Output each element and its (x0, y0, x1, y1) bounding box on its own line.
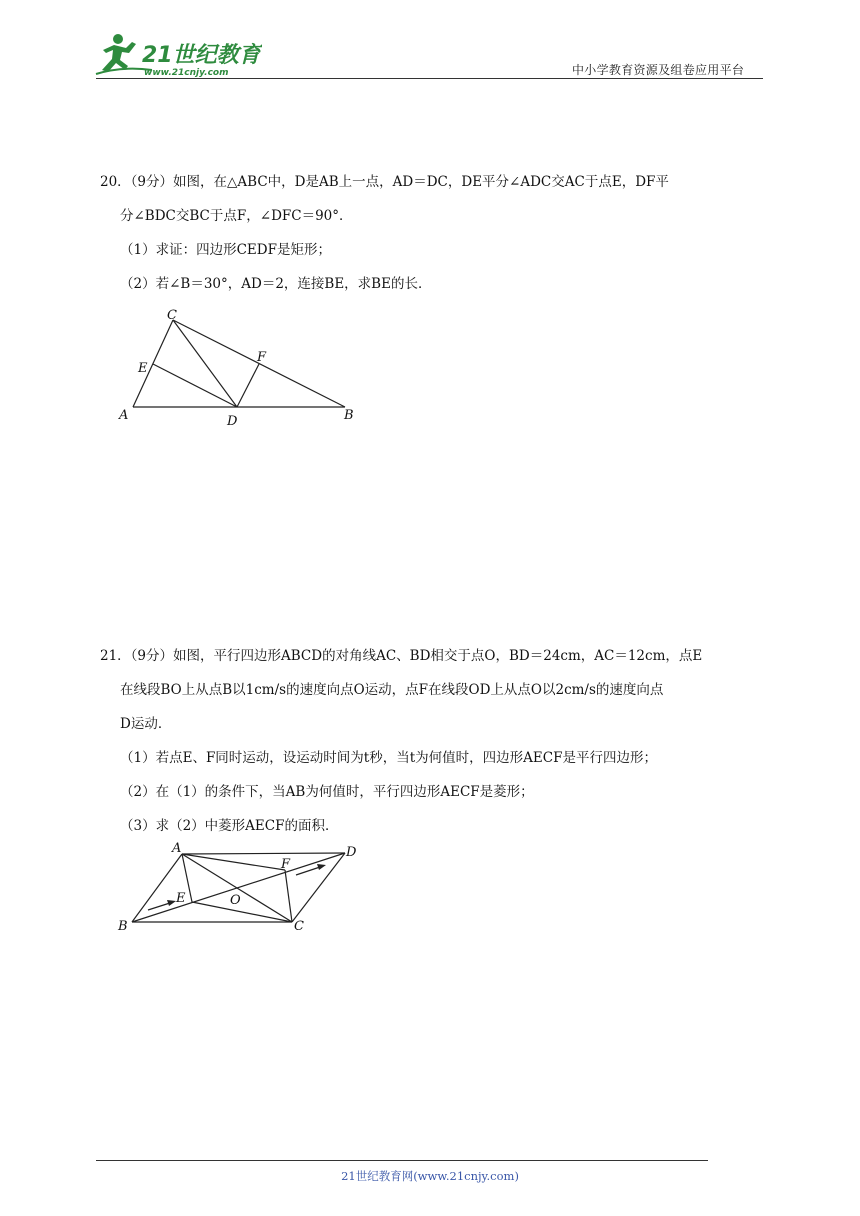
header-site-name: 中小学教育资源及组卷应用平台 (572, 63, 745, 77)
q20-part1: （1）求证：四边形CEDF是矩形； (120, 242, 331, 258)
logo-text: 21世纪教育 (142, 43, 261, 68)
q20-label-b: B (344, 408, 354, 423)
q21-arrowhead-f (317, 864, 326, 870)
q21-segment-ba (132, 854, 182, 922)
q21-line3: D运动． (120, 716, 172, 732)
q21-label-o: O (230, 893, 241, 908)
q21-label-b: B (118, 919, 128, 934)
q21-line2: 在线段BO上从点B以1cm/s的速度向点O运动，点F在线段OD上从点O以2cm/s的速度向点 (120, 682, 664, 698)
q20-label-e: E (138, 361, 148, 376)
q21-label-d: D (346, 845, 357, 860)
header-divider (96, 78, 763, 79)
q20-segment-cd (173, 320, 237, 407)
q21-segment-dc (292, 853, 345, 922)
footer-link[interactable]: 21世纪教育网(www.21cnjy.com) (341, 1169, 519, 1183)
q20-figure (110, 302, 370, 432)
q21-segment-ad (182, 853, 345, 854)
q21-segment-fc (285, 870, 292, 922)
q20-label-a: A (119, 408, 129, 423)
q21-arrowhead-e (167, 900, 176, 906)
q20-segment-df (237, 364, 259, 407)
q20-label-c: C (167, 308, 177, 323)
q21-label-a: A (172, 841, 182, 856)
q21-part1: （1）若点E、F同时运动，设运动时间为t秒，当t为何值时，四边形AECF是平行四边形； (120, 750, 657, 766)
q21-label-c: C (294, 919, 304, 934)
q21-segment-ec (192, 902, 292, 922)
q20-label-f: F (257, 350, 267, 365)
footer-divider (96, 1160, 708, 1161)
q21-figure (110, 838, 370, 938)
q20-line2: 分∠BDC交BC于点F，∠DFC＝90°． (120, 208, 353, 224)
q21-label-f: F (281, 857, 291, 872)
q20-line1: 20．（9分）如图，在△ABC中，D是AB上一点，AD＝DC，DE平分∠ADC交AC于点E，DF平 (100, 174, 669, 190)
logo-url: www.21cnjy.com (144, 68, 229, 78)
q20-part2: （2）若∠B＝30°，AD＝2，连接BE，求BE的长． (120, 276, 432, 292)
q21-line1: 21．（9分）如图，平行四边形ABCD的对角线AC、BD相交于点O，BD＝24cm，AC＝12cm，点E (100, 648, 703, 664)
q21-part3: （3）求（2）中菱形AECF的面积． (120, 818, 339, 834)
q20-label-d: D (227, 414, 238, 429)
q21-diagonal-ac (182, 854, 292, 922)
q21-part2: （2）在（1）的条件下，当AB为何值时，平行四边形AECF是菱形； (120, 784, 534, 800)
q21-label-e: E (176, 891, 186, 906)
q20-segment-de (153, 364, 237, 407)
site-logo (92, 30, 262, 82)
q21-segment-af (182, 854, 285, 870)
